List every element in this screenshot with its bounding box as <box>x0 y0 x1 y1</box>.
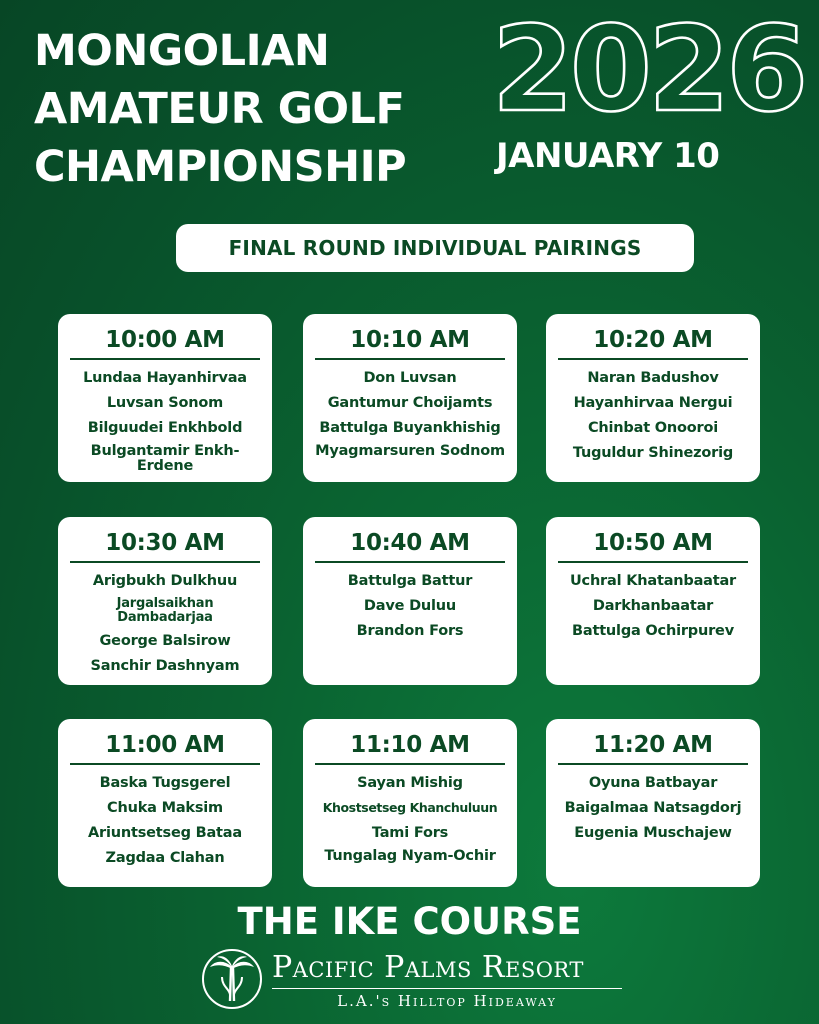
player-list <box>558 572 748 640</box>
tee-time: 11:20 AM <box>558 731 748 765</box>
event-date: JANUARY 10 <box>496 136 720 176</box>
player-name: Bulgantamir Enkh-Erdene <box>90 443 240 474</box>
resort-tagline: L.A.'s Hilltop Hideaway <box>337 992 557 1010</box>
player-name: Chinbat Onooroi <box>587 420 719 436</box>
player-name: Gantumur Choijamts <box>327 395 493 411</box>
player-name: George Balsirow <box>99 633 231 649</box>
pairing-card-1010 <box>303 314 517 482</box>
pairing-card-1020 <box>546 314 760 482</box>
player-name: Sanchir Dashnyam <box>90 658 240 674</box>
player-name: Oyuna Batbayar <box>588 775 718 791</box>
player-name: Bilguudei Enkhbold <box>87 420 243 436</box>
player-list <box>315 774 505 864</box>
player-name: Myagmarsuren Sodnom <box>315 443 505 459</box>
player-name: Tami Fors <box>371 825 449 841</box>
player-list <box>315 572 505 640</box>
player-name: Khostsetseg Khanchuluun <box>322 800 498 815</box>
player-name: Tungalag Nyam-Ochir <box>324 848 496 864</box>
player-name: Baigalmaa Natsagdorj <box>564 800 742 816</box>
tee-time: 10:20 AM <box>558 326 748 360</box>
player-name: Dave Duluu <box>363 598 457 614</box>
player-name: Battulga Battur <box>347 573 473 589</box>
tee-time: 10:30 AM <box>70 529 260 563</box>
pairing-card-1000 <box>58 314 272 482</box>
player-name: Zagdaa Clahan <box>105 850 225 866</box>
player-name: Jargalsaikhan Dambadarjaa <box>116 596 214 625</box>
tee-time: 11:10 AM <box>315 731 505 765</box>
palm-tree-logo-icon <box>200 947 264 1011</box>
title-line: MONGOLIAN <box>34 26 330 76</box>
title-line: AMATEUR GOLF <box>34 84 405 134</box>
player-name: Lundaa Hayanhirvaa <box>83 370 247 386</box>
pairing-card-1120 <box>546 719 760 887</box>
pairing-card-1040 <box>303 517 517 685</box>
player-list <box>558 369 748 462</box>
player-name: Brandon Fors <box>356 623 464 639</box>
player-name: Darkhanbaatar <box>592 598 714 614</box>
tee-time: 10:40 AM <box>315 529 505 563</box>
player-name: Naran Badushov <box>587 370 719 386</box>
player-name: Tuguldur Shinezorig <box>572 445 734 461</box>
tee-time: 11:00 AM <box>70 731 260 765</box>
resort-name: Pacific Palms Resort <box>272 950 622 989</box>
player-list <box>315 369 505 459</box>
title-line: CHAMPIONSHIP <box>34 142 407 192</box>
player-name: Sayan Mishig <box>357 775 463 791</box>
player-name: Don Luvsan <box>363 370 457 386</box>
player-name: Uchral Khatanbaatar <box>569 573 737 589</box>
tee-time: 10:10 AM <box>315 326 505 360</box>
tee-time: 10:00 AM <box>70 326 260 360</box>
player-list <box>70 572 260 675</box>
player-list <box>70 369 260 474</box>
player-name: Arigbukh Dulkhuu <box>92 573 238 589</box>
player-list <box>558 774 748 842</box>
pairing-card-1050 <box>546 517 760 685</box>
course-name: THE IKE COURSE <box>237 900 582 943</box>
player-name: Ariuntsetseg Bataa <box>88 825 242 841</box>
player-name: Eugenia Muschajew <box>574 825 732 841</box>
player-name: Luvsan Sonom <box>106 395 224 411</box>
pairing-card-1030 <box>58 517 272 685</box>
pairing-card-1100 <box>58 719 272 887</box>
tee-time: 10:50 AM <box>558 529 748 563</box>
player-name: Baska Tugsgerel <box>99 775 231 791</box>
round-label: FINAL ROUND INDIVIDUAL PAIRINGS <box>176 224 694 272</box>
pairing-card-1110 <box>303 719 517 887</box>
player-name: Battulga Ochirpurev <box>572 623 734 639</box>
event-title <box>34 22 474 196</box>
player-name: Hayanhirvaa Nergui <box>573 395 733 411</box>
player-list <box>70 774 260 867</box>
player-name: Chuka Maksim <box>107 800 223 816</box>
year-text: 2026 <box>491 12 805 122</box>
year-outline <box>488 12 808 122</box>
player-name: Battulga Buyankhishig <box>319 420 501 436</box>
